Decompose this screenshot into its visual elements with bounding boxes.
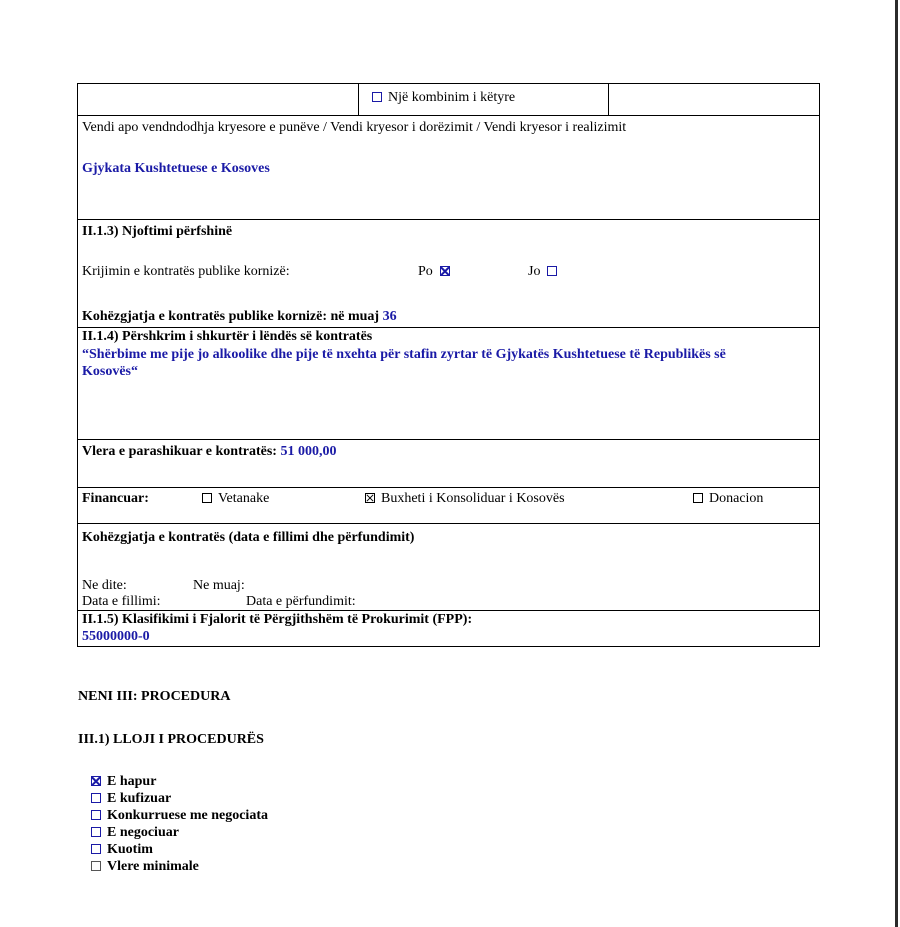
procedure-minimal-value	[91, 859, 199, 875]
checkbox-checked-icon[interactable]	[365, 493, 375, 503]
procedure-competitive-negotiation	[91, 808, 268, 824]
contract-description: “Shërbime me pije jo alkoolike dhe pije të nxehta për stafin zyrtar të Gjykatës Kushtetuese të Republikës së Kosovës“	[82, 347, 726, 379]
checkbox-empty-icon[interactable]	[547, 266, 557, 276]
procedure-label: E hapur	[107, 774, 157, 789]
form-table	[77, 83, 820, 647]
procedure-label: Vlere minimale	[107, 859, 199, 874]
section-2-1-5	[78, 610, 819, 646]
cell-divider	[358, 84, 359, 115]
end-date-label: Data e përfundimit:	[246, 594, 356, 609]
section-2-1-5-heading: II.1.5) Klasifikimi i Fjalorit të Përgjithshëm të Prokurimit (FPP):	[82, 612, 473, 627]
estimated-value-amount: 51 000,00	[280, 444, 337, 459]
section-2-1-3-heading: II.1.3) Njoftimi përfshinë	[82, 224, 233, 239]
procedure-open	[91, 774, 156, 790]
procedure-label: E negociuar	[107, 825, 179, 840]
financing-option-donation	[693, 491, 763, 507]
checkbox-empty-icon[interactable]	[91, 861, 101, 871]
checkbox-checked-icon[interactable]	[91, 776, 101, 786]
procedure-negotiated	[91, 825, 179, 841]
combination-label: Një kombinim i këtyre	[388, 90, 516, 105]
checkbox-checked-icon[interactable]	[440, 266, 450, 276]
section-3-title: NENI III: PROCEDURA	[78, 689, 231, 704]
estimated-value	[82, 444, 336, 460]
procedure-label: E kufizuar	[107, 791, 172, 806]
start-date-label: Data e fillimi:	[82, 594, 161, 609]
location-value: Gjykata Kushtetuese e Kosoves	[82, 161, 270, 176]
section-2-1-4-heading: II.1.4) Përshkrim i shkurtër i lëndës së kontratës	[82, 329, 373, 344]
cell-divider	[608, 84, 609, 115]
framework-duration	[82, 309, 397, 325]
location-section	[78, 115, 819, 219]
financing-label: Financuar:	[82, 491, 149, 506]
financing-option-budget	[365, 491, 565, 507]
framework-label: Krijimin e kontratës publike kornizë:	[82, 264, 290, 279]
framework-yes-option	[418, 264, 456, 280]
checkbox-empty-icon[interactable]	[91, 844, 101, 854]
financing-row	[78, 487, 819, 523]
yes-label: Po	[418, 264, 433, 279]
procedure-restricted	[91, 791, 171, 807]
estimated-value-row	[78, 439, 819, 487]
section-2-1-4	[78, 327, 819, 439]
financing-option-label: Buxheti i Konsoliduar i Kosovës	[381, 491, 565, 506]
section-3-1-title: III.1) LLOJI I PROCEDURËS	[78, 732, 264, 747]
framework-no-option	[528, 264, 563, 280]
section-2-1-3	[78, 219, 819, 327]
checkbox-empty-icon[interactable]	[693, 493, 703, 503]
procedure-label: Konkurruese me negociata	[107, 808, 268, 823]
procedure-label: Kuotim	[107, 842, 153, 857]
framework-duration-label: Kohëzgjatja e kontratës publike kornizë: në muaj	[82, 309, 380, 324]
financing-option-label: Donacion	[709, 491, 764, 506]
combination-row	[78, 83, 819, 115]
checkbox-empty-icon[interactable]	[91, 793, 101, 803]
checkbox-empty-icon[interactable]	[91, 827, 101, 837]
page-edge-line	[895, 0, 898, 927]
days-label: Ne dite:	[82, 578, 127, 593]
location-label: Vendi apo vendndodhja kryesore e punëve / Vendi kryesor i dorëzimit / Vendi kryesor i realizimit	[82, 120, 627, 135]
checkbox-empty-icon[interactable]	[372, 92, 382, 102]
financing-option-label: Vetanake	[218, 491, 270, 506]
contract-duration-section	[78, 523, 819, 610]
checkbox-empty-icon[interactable]	[91, 810, 101, 820]
no-label: Jo	[528, 264, 541, 279]
procedure-quotation	[91, 842, 153, 858]
checkbox-empty-icon[interactable]	[202, 493, 212, 503]
contract-duration-heading: Kohëzgjatja e kontratës (data e fillimi dhe përfundimit)	[82, 530, 415, 545]
framework-duration-value: 36	[382, 309, 397, 324]
combination-option	[372, 90, 515, 106]
financing-option-own	[202, 491, 269, 507]
months-label: Ne muaj:	[193, 578, 245, 593]
cpv-code: 55000000-0	[82, 629, 150, 644]
estimated-value-label: Vlera e parashikuar e kontratës:	[82, 444, 277, 459]
